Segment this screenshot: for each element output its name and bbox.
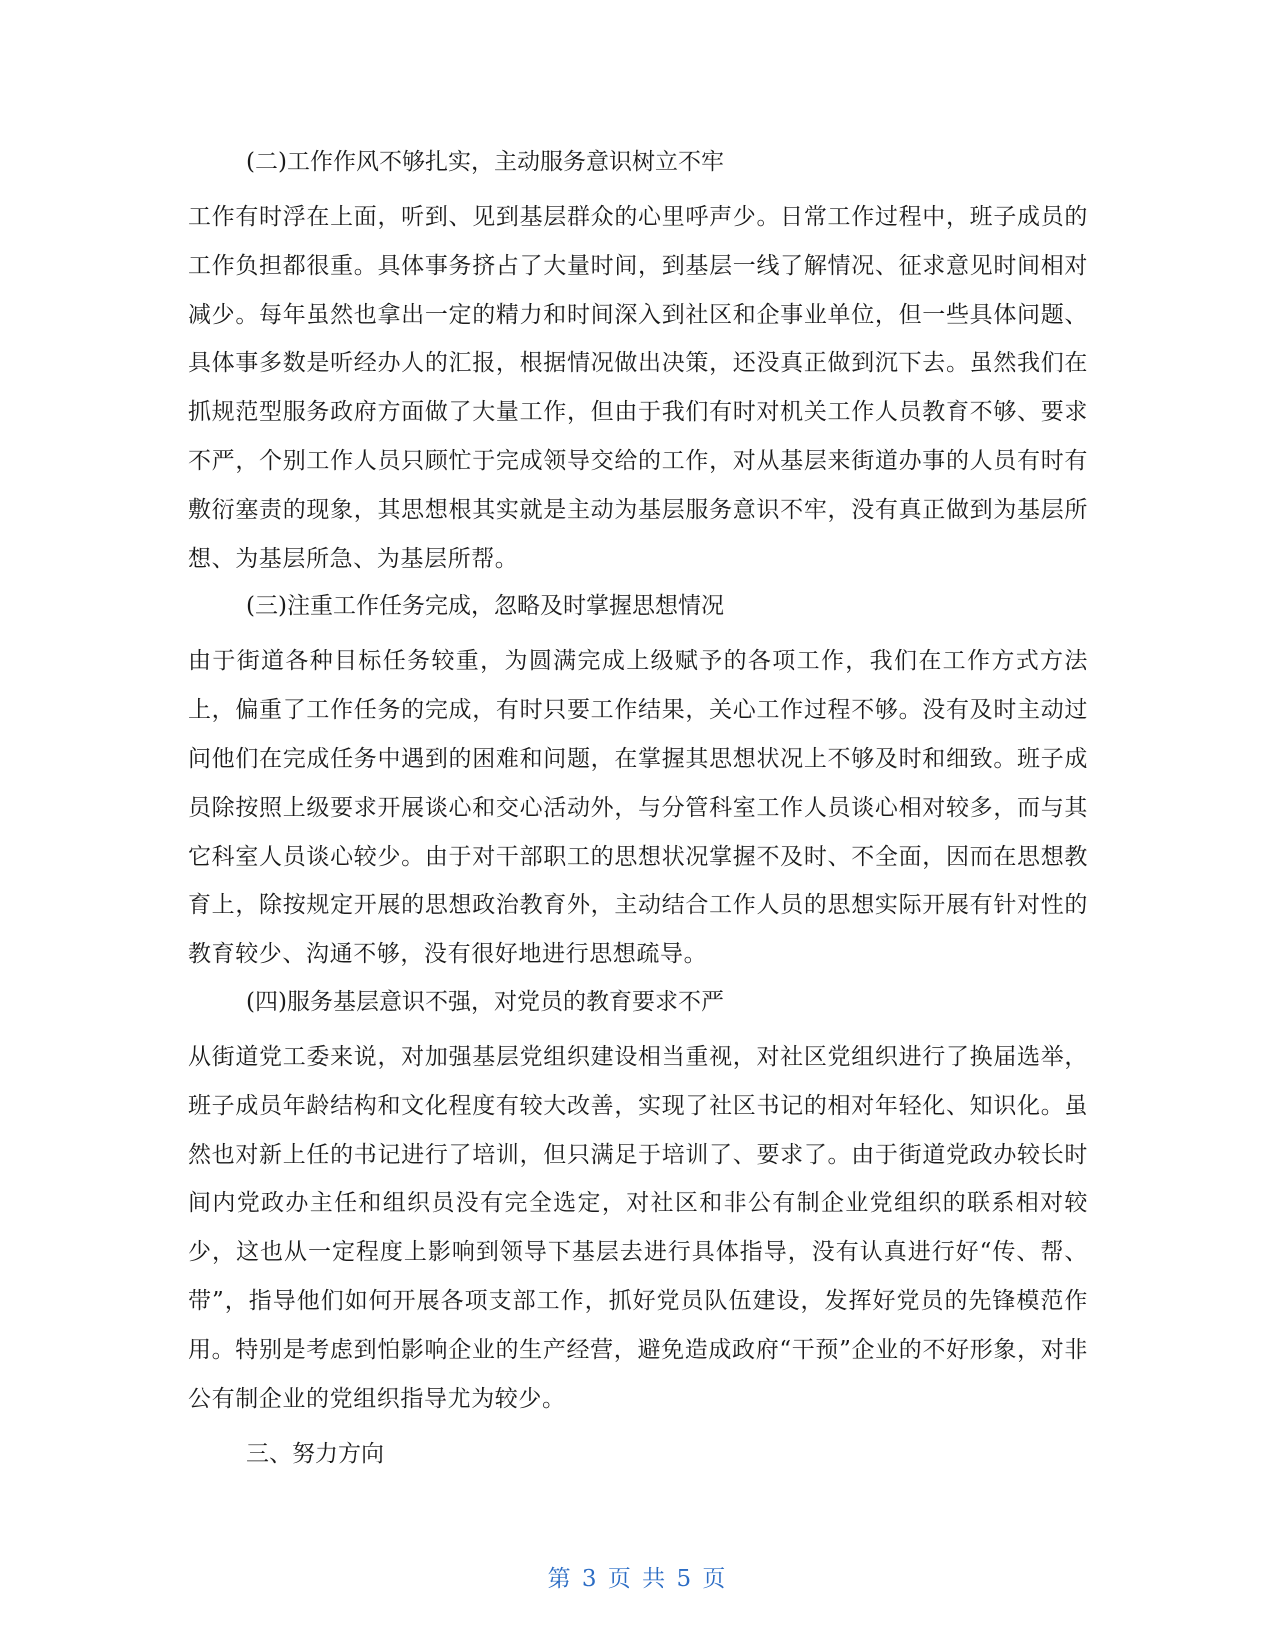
section-heading: (四)服务基层意识不强，对党员的教育要求不严 <box>246 988 724 1015</box>
section-2 <box>188 145 1088 583</box>
section-3 <box>188 589 1088 979</box>
footer-suffix: 页 <box>702 1566 728 1592</box>
section-body: 由于街道各种目标任务较重，为圆满完成上级赋予的各项工作，我们在工作方式方法上，偏重了工作任务的完成，有时只要工作结果，关心工作过程不够。没有及时主动过问他们在完成任务中遇到的困难和问题，在掌握其思想状况上不够及时和细致。班子成员除按照上级要求开展谈心和交心活动外，与分管科室工作人员谈心相对较多，而与其它科室人员谈心较少。由于对干部职工的思想状况掌握不及时、不全面，因而在思想教育上，除按规定开展的思想政治教育外，主动结合工作人员的思想实际开展有针对性的教育较少、沟通不够，没有很好地进行思想疏导。 <box>188 648 1088 968</box>
section-heading: (二)工作作风不够扎实，主动服务意识树立不牢 <box>246 149 724 175</box>
page-footer <box>0 1560 1275 1593</box>
section-body: 工作有时浮在上面，听到、见到基层群众的心里呼声少。日常工作过程中，班子成员的工作负担都很重。具体事务挤占了大量时间，到基层一线了解情况、征求意见时间相对减少。每年虽然也拿出一定的精力和时间深入到社区和企事业单位，但一些具体问题、具体事多数是听经办人的汇报，根据情况做出决策，还没真正做到沉下去。虽然我们在抓规范型服务政府方面做了大量工作，但由于我们有时对机关工作人员教育不够、要求不严，个别工作人员只顾忙于完成领导交给的工作，对从基层来街道办事的人员有时有敷衍塞责的现象，其思想根其实就是主动为基层服务意识不牢，没有真正做到为基层所想、为基层所急、为基层所帮。 <box>188 204 1088 572</box>
section-heading: (三)注重工作任务完成，忽略及时掌握思想情况 <box>246 593 724 620</box>
footer-prefix: 第 <box>547 1566 573 1592</box>
chapter-title: 三、努力方向 <box>246 1441 384 1468</box>
footer-total-pages: 5 <box>676 1566 694 1592</box>
section-4 <box>188 985 1088 1423</box>
footer-page-number: 3 <box>581 1566 599 1592</box>
document-content <box>188 145 1088 1471</box>
section-body: 从街道党工委来说，对加强基层党组织建设相当重视，对社区党组织进行了换届选举，班子成员年龄结构和文化程度有较大改善，实现了社区书记的相对年轻化、知识化。虽然也对新上任的书记进行了培训，但只满足于培训了、要求了。由于街道党政办较长时间内党政办主任和组织员没有完全选定，对社区和非公有制企业党组织的联系相对较少，这也从一定程度上影响到领导下基层去进行具体指导，没有认真进行好“传、帮、带”，指导他们如何开展各项支部工作，抓好党员队伍建设，发挥好党员的先锋模范作用。特别是考虑到怕影响企业的生产经营，避免造成政府“干预”企业的不好形象，对非公有制企业的党组织指导尤为较少。 <box>188 1043 1088 1412</box>
footer-middle: 页 共 <box>607 1566 668 1592</box>
